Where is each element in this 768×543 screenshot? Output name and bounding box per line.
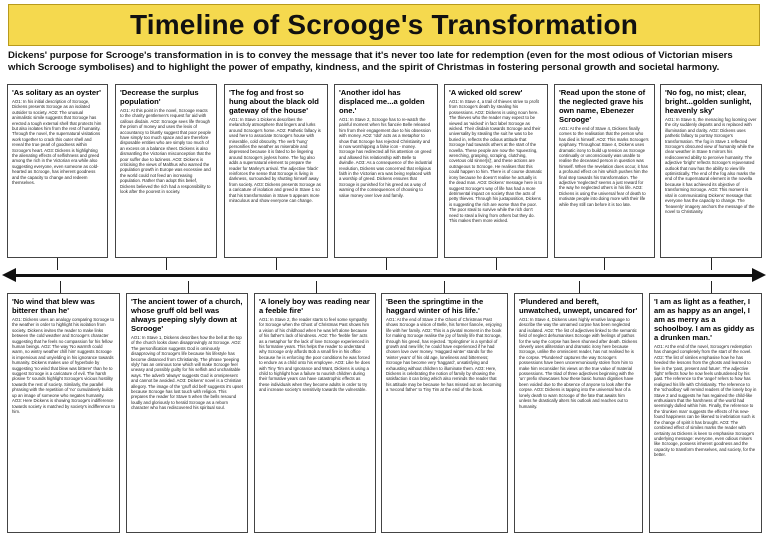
intro-text: Dickens' purpose for Scrooge's transformation in is to convey the message that it's never too late for redemption (even for the most odious of Victorian misers which Scrooge symbolises) and to highlight the power of empathy, kindness, and the spirit of Christmas in fostering personal growth and societal harmony. (8, 50, 733, 73)
card-body: AO1: In Stave 5, the menacing fog looming over the city suddenly departs and is replaced with illumination and clarity. AO2: Dickens uses pathetic fallacy to portray Scrooge's transformation. The fog in Stave 1 reflected Scrooge's obscured view of humanity while the clear weather in Stave 5 mirrors his rediscovered ability to perceive humanity. The adjective 'bright' reflects Scrooge's rejuvenated outlook that now has the ability to view life optimistically. The end of the fog also marks the end of the supernatural element in the novella because it has achieved its objective of transforming Scrooge. AO3: This moment is vital in communicating Dickens' message that everyone has the capacity to change. The 'heavenly' imagery anchors the message of the novel to Christianity. (665, 117, 757, 214)
card-quote: 'The ancient tower of a church, whose gruff old bell was always peeping slyly down at Scrooge' (131, 297, 243, 333)
card-top-4 (334, 84, 438, 258)
card-quote: 'Decrease the surplus population' (120, 88, 199, 106)
card-bottom-5 (514, 293, 643, 533)
card-bottom-1 (7, 293, 120, 533)
card-body: AO1: In Stave 1 Dickens describes the melancholy atmosphere that lingers and lurks around Scrooge's home. AO2: Pathetic fallacy is used here to associate Scrooge's house with miserable, cold obscurity. The verb 'hung' personifies the weather as miserable and depressed because it is fated to be lingering around Scrooge's joyless home. The fog also adds a supernatural element to prepare the reader for Marley's arrival. The adjective 'black' reinforces the sense that Scrooge is living in darkness, surrounded by shutting himself away from society. AO3: Dickens presents Scrooge as a caricature of isolation and greed in Stave 1 so that his transformation in Stave 5 appears more miraculous and show everyone can change. (229, 117, 321, 204)
connector-line (188, 281, 189, 293)
card-body: AO1: In Stave 4, Dickens uses highly emotive language to describe the way the unnamed corpse has been neglected and isolated. AO2: The list of adjectives linked to the semantic field of neglect dehumanises Scrooge with feelings of pathos for the way the corpse has been shunned after death. Dickens cleverly uses alliteration and dramatic irony here because Scrooge, unlike the omniscient reader, has not realised he is the corpse. 'Plundered' captures the way Scrooge's possessions have been unceremoniously stolen from him to make him reconsider his views on the true value of material possessions. The triad of three adjectives beginning with the 'un' prefix showcases how these basic human dignities have been voided due to the absence of anyone to look after the corpse. AO3: Dickens is tapping into the universal fear of a lonely death to warn Scrooge of the fate that awaits him unless he drastically alters his outlook and reaches out to humanity. (519, 317, 638, 409)
card-top-5 (444, 84, 548, 258)
card-top-6 (554, 84, 655, 258)
card-body: AO1: In his initial description of Scrooge, Dickens presents Scrooge as an isolated outsider to society. AO2: The unusual animalistic simile suggests that Scrooge has erected a tough external shell that protects him but also isolates him from the rest of humanity. Through the novel, the supernatural visitations work together to crack this outer shell and reveal the true pearl of goodness within Scrooge's heart. AO3: Dickens is highlighting the alienating effects of selfishness and greed among the rich in the Victorian era while also suggesting everyone, even someone as cold-hearted as Scrooge, has inherent goodness and the capacity to change and redeem themselves. (12, 99, 102, 186)
arrow-right-icon (752, 268, 766, 282)
card-quote: 'A wicked old screw' (449, 88, 523, 97)
card-quote: 'Plundered and bereft, unwatched, unwept, uncared for' (519, 297, 638, 315)
connector-line (711, 281, 712, 293)
card-body: AO1: At this point in the novel, Scrooge reacts to the charity gentlemen's request for aid with callous disdain. AO2: Scrooge sees life through the prism of money and uses the lexis of accountancy to bluntly suggest that poor people have simply too much space and are therefore disposable entities who are simply too much of an excess on a balance sheet. Dickens is also dismantling the Victorian misconception that the poor suffer due to laziness. AO3: Dickens is criticising the views of Malthus who warned the population growth in Europe was excessive and the world could not feed an increasing population. Rather than adopt this belief, Dickens believed the rich had a responsibility to look after the poorest in society. (120, 108, 212, 195)
card-body: AO1: In Stave 1, Dickens describes how the bell at the top of the church looks down disapprovingly at Scrooge. AO2: The personification suggests God is ominously disapproving of Scrooge's life because his lifestyle has become distanced from Christianity. The phrase 'peeping slyly' has an ominous tone which will make Scrooge feel uneasy and possibly guilty for his selfish and uncharitable ways. The adverb 'always' suggests God is omnipresent and cannot be avoided. AO3: Dickens' novel is a Christian allegory. The image of the 'gruff old bell' suggests it's upset because Scrooge has lost touch with religion. This prepares the reader for Stave 5 when the bells resound loudly and gloriously to herald Scrooge as a reborn character who has rediscovered his spiritual soul. (131, 335, 243, 411)
card-body: AO1: In Stave 4, a trail of thieves strive to profit from Scrooge's death by stealing his possessions. AO2: Dickens is using noun here. The thieves who the reader may expect to be viewed as 'wicked' in fact label Scrooge as wicked. Their disdain towards Scrooge and their universality by stealing the suit he was to be buried in, reflects the odious attitude that Scrooge had towards others at the start of the novella. These people are now the 'squeezing, wrenching, grasping, scraping, clutching, covetous old sinner[s]', and these actions are outrageous to Scrooge. He realises that this could happen to him. There is of course dramatic irony because he doesn't realise he actually is the dead man. AO3: Dickens' message here is to suggest Scrooge's way of life has had a more detrimental impact on society than the acts of petty thieves. Through his juxtaposition, Dickens is suggesting the rich are worse than the poor. The poor steal to survive while the rich don't need to steal a living from others but they do. This makes them more wicked. (449, 99, 543, 223)
card-bottom-3 (254, 293, 376, 533)
card-quote: 'No wind that blew was bitterer than he' (12, 297, 95, 315)
card-bottom-6 (649, 293, 762, 533)
card-bottom-2 (126, 293, 248, 533)
card-quote: 'I am as light as a feather, I am as happy as an angel, I am as merry as a schoolboy. I am as giddy as a drunken man.' (654, 297, 755, 342)
card-quote: 'The fog and frost so hung about the black old gateway of the house' (229, 88, 319, 115)
timeline-bar (14, 274, 754, 277)
card-quote: 'Read upon the stone of the neglected grave his own name, Ebenezer Scrooge' (559, 88, 646, 124)
card-top-1 (7, 84, 108, 258)
card-body: AO1: In Stave 2, the reader starts to feel some sympathy for Scrooge when the Ghost of Christmas Past shows him a vision of his childhood when he was left alone because of his father's lack of kindness. AO2: The 'feeble fire' acts as a metaphor for the lack of love Scrooge experienced in his formative years. This helps the reader to understand why Scrooge only affords Bob a small fire in his office because he is enforcing the poor conditions he was forced to endure as a child onto his employee. AO3: Like he does with Tiny Tim and Ignorance and Want, Dickens is using a child to highlight how a failure to nourish children during their formative years can have catastrophic effects as these individuals when they become adults in order to try and increase society's sensitivity towards the vulnerable. (259, 317, 371, 393)
connector-line (60, 281, 61, 293)
connector-line (316, 281, 317, 293)
page-title: Timeline of Scrooge's Transformation (129, 9, 639, 40)
card-top-7 (660, 84, 762, 258)
card-top-3 (224, 84, 328, 258)
card-quote: 'Another idol has displaced me...a golden one.' (339, 88, 425, 115)
card-bottom-4 (381, 293, 508, 533)
title-banner (8, 4, 760, 46)
card-body: AO1: At the end of Stave 2 the Ghost of Christmas Past shows Scrooge a vision of Belle, his former fiancée, enjoying life with her family. AO2: This is a pivotal moment in the book for making Scrooge realise the joy of family life that Scrooge, through his greed, has rejected. 'Springtime' is a symbol of growth and new life; he could have experienced if he had chosen love over money. 'Haggard winter' stands for the 'winter years' of his old age, loneliness and bitterness; Scrooge has become very 'haggard', unsatisfying and exhausting without children to illuminate them. AO3: Here, Dickens is celebrating the notion of family by showing the satisfaction it can bring which also reminds the reader that his attitude may be because he has missed out on becoming a 'second father' to Tiny Tim at the end of the book. (386, 317, 502, 393)
card-body: AO1: At the end of the novel, Scrooge's redemption has changed completely from the start of the novel. AO2: The list of similes emphasise how he has heeded the lessons from the ghosts and learned to live in the 'past, present and future'. The adjective 'light' reflects how he now feels unburdened by his past. The reference to the 'angel' refers to how has realigned his life with Christianity. The reference to the 'schoolboy' will remind readers of the lonely boy in Stave 2 and suggests he has regained the child-like enthusiasm that the harshness of the world had seemingly dulled within him. Finally, the reference to the 'drunken man' suggests the effects of his new-found happiness can be likened to inebriation such is the change of spirit it has brought. AO3: The combined effect of similes marks the reader with certainty as Dickens is keen to emphasise Scrooge's underlying message: everyone, even odious misers like Scrooge, possess inherent goodness and the capacity to transform themselves, and society, for the better. (654, 344, 757, 458)
connector-line (579, 281, 580, 293)
timeline-arrow (0, 268, 768, 282)
card-quote: 'As solitary as an oyster' (12, 88, 101, 97)
card-body: AO1: At the end of Stave 4, Dickens finally comes to the realisation that the person who has died is himself. AO2: This marks Scrooge's epiphany. Throughout Stave 4, Dickens uses dramatic irony to build up tension as Scrooge continually or unconsciously was unable to realise the deceased person in question was himself. When the revelation does occur, it has a profound effect on him which pushes him the final step towards his transformation. The adjective 'neglected' seems a just reward for the way he neglected others in his life. AO3: Dickens is using the universal fear of death to motivate people into doing more with their life while they still can before it is too late. (559, 126, 649, 207)
card-quote: 'Been the springtime in the haggard winter of his life.' (386, 297, 484, 315)
card-quote: 'No fog, no mist; clear, bright...golden sunlight, heavenly sky' (665, 88, 752, 115)
card-quote: 'A lonely boy was reading near a feeble fire' (259, 297, 370, 315)
connector-line (444, 281, 445, 293)
card-body: AO1: Dickens uses an analogy comparing Scrooge to the weather in order to highlight his isolation from society. Dickens invites the reader to make links between the cold weather and Scrooge's character suggesting that he feels no compassion for his fellow human beings. AO2: The way 'No warmth could warm, no wintry weather chill him' suggests Scrooge is impervious and unyielding in his ignorance towards humanity. Dickens makes use of hyperbole by suggesting 'no wind that blew was bitterer' than he to suggest Scrooge is a caricature of evil. The harsh plosive 'b' sounds highlight Scrooge's vicious hostility towards the rest of society. Similarly, the parallel phrasing with the repetition of 'no' cumulatively builds up an image of someone who negates humanity. AO3: Here Dickens is showing Scrooge's indifference towards society is matched by society's indifference to him. (12, 317, 115, 414)
card-body: AO1: In Stave 2, Scrooge has to re-watch the painful moment when his fiancée Belle released him from their engagement due to his obsession with money. AO2: 'Idol' acts as a metaphor to show that Scrooge has rejected Christianity and is now worshipping a false icon - money. Scrooge has redirected all his attention on greed and allowed his relationship with Belle to dwindle. AO3: As a consequence of the industrial revolution, Dickens was concerned that religious faith in the Victorian era was being replaced with a worship of greed. Dickens ensures that Scrooge is punished for his greed as a way of warning of the consequences of choosing to value money over love and family. (339, 117, 433, 198)
card-top-2 (115, 84, 217, 258)
